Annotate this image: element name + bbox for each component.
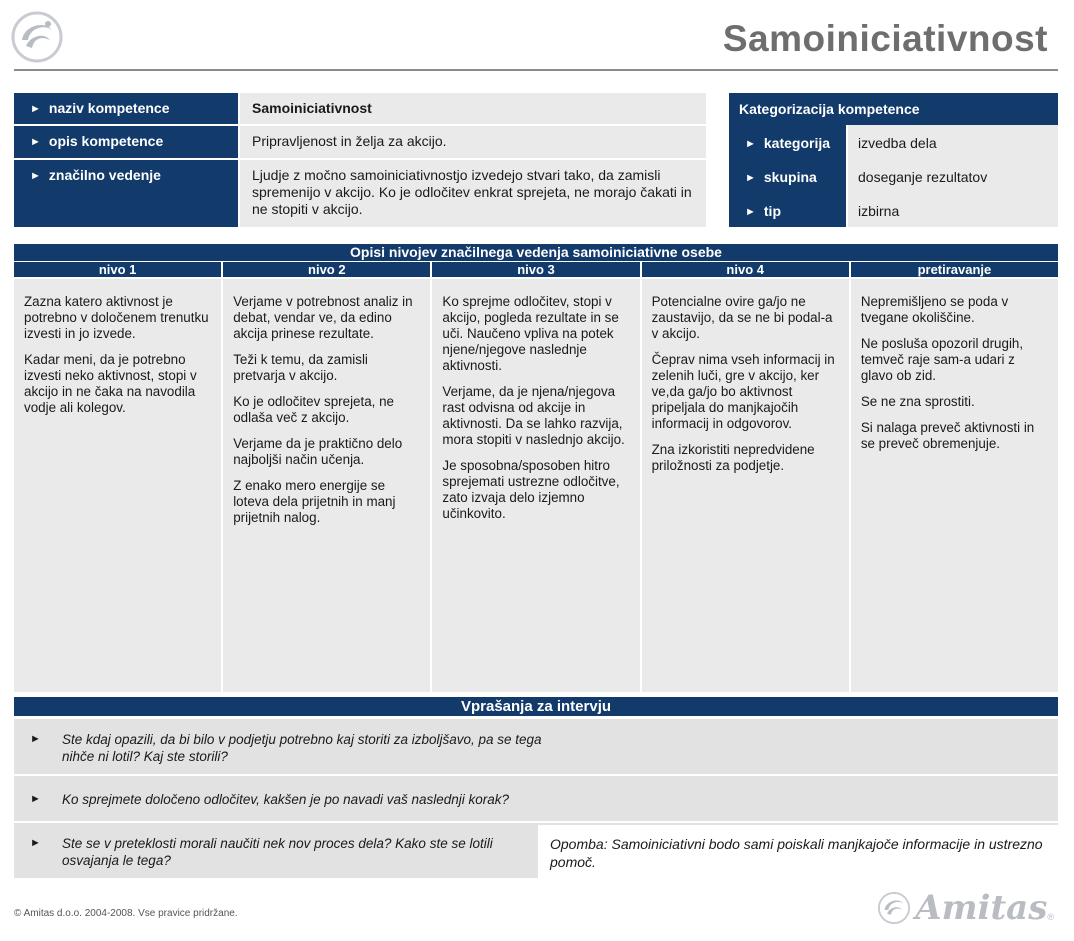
competence-value: Ljudje z močno samoiniciativnostjo izvedejo stvari tako, da zamisli spremenijo v akcijo. Ko je odločitev enkrat sprejeta, ne morajo čakati in ne stopiti v akcijo. xyxy=(239,159,706,227)
copyright-text: © Amitas d.o.o. 2004-2008. Vse pravice pridržane. xyxy=(14,908,238,919)
level-header: nivo 1 xyxy=(14,262,221,277)
right-triangle-icon: ► xyxy=(30,136,41,148)
group-label xyxy=(729,159,846,193)
level-header: nivo 4 xyxy=(642,262,849,277)
type-label xyxy=(729,193,846,227)
level-paragraph: Nepremišljeno se poda v tvegane okoliščine. xyxy=(860,294,1009,325)
amitas-swirl-logo xyxy=(10,10,64,64)
competence-value xyxy=(239,93,706,125)
level-column xyxy=(851,262,1058,692)
level-body xyxy=(223,279,430,692)
competence-label-text: značilno vedenje xyxy=(48,167,161,183)
level-header: pretiravanje xyxy=(851,262,1058,277)
level-paragraph: Je sposobna/sposoben hitro sprejemati ustrezne odločitve, zato izvaja delo izjemno učinkovito. xyxy=(442,458,620,521)
level-paragraph: Zazna katero aktivnost je potrebno v določenem trenutku izvesti in jo izvede. xyxy=(24,294,209,341)
category-label xyxy=(729,125,846,159)
interview-question-row xyxy=(14,719,1058,774)
amitas-logo xyxy=(877,888,1054,928)
category-value: izvedba dela xyxy=(858,135,937,151)
level-header: nivo 2 xyxy=(223,262,430,277)
group-label-text: skupina xyxy=(763,169,817,185)
group-value: doseganje rezultatov xyxy=(858,169,988,185)
level-paragraph: Čeprav nima vseh informacij in zelenih luči, gre v akcijo, ker ve,da ga/jo bo aktivnost pripeljala do manjkajočih informacij in odgovorov. xyxy=(651,352,835,431)
level-paragraph: Ko sprejme odločitev, stopi v akcijo, pogleda rezultate in se uči. Naučeno vpliva na potek njene/njegove naslednje aktivnosti. xyxy=(442,294,619,373)
page-title: Samoiniciativnost xyxy=(722,18,1048,59)
levels-title: Opisi nivojev značilnega vedenja samoiniciativne osebe xyxy=(14,244,1058,261)
categorization-box xyxy=(729,93,1058,227)
competence-label xyxy=(14,125,239,159)
level-column xyxy=(642,262,849,692)
level-body xyxy=(14,279,221,692)
level-paragraph: Verjame v potrebnost analiz in debat, vendar ve, da edino akcija prinese rezultate. xyxy=(233,294,413,341)
level-paragraph: Teži k temu, da zamisli pretvarja v akcijo. xyxy=(233,352,368,383)
competence-row xyxy=(14,159,706,227)
level-header: nivo 3 xyxy=(432,262,639,277)
right-triangle-icon: ► xyxy=(745,172,756,184)
competence-row xyxy=(14,93,706,125)
categorization-title: Kategorizacija kompetence xyxy=(729,93,1058,125)
level-paragraph: Potencialne ovire ga/jo ne zaustavijo, da se ne bi podal-a v akcijo. xyxy=(651,294,833,341)
title-divider xyxy=(14,69,1058,71)
level-paragraph: Verjame, da je njena/njegova rast odvisna od akcije in aktivnosti. Da se lahko razvija, mora stopiti v naslednjo akcijo. xyxy=(442,384,625,447)
competence-name: Samoiniciativnost xyxy=(252,100,372,116)
competence-label-text: naziv kompetence xyxy=(48,100,170,116)
level-paragraph: Zna izkoristiti nepredvidene priložnosti za podjetje. xyxy=(651,442,815,473)
level-column xyxy=(14,262,221,692)
level-paragraph: Si nalaga preveč aktivnosti in se preveč obremenjuje. xyxy=(860,420,1035,451)
category-label-text: kategorija xyxy=(763,135,831,151)
right-triangle-icon: ► xyxy=(30,837,41,849)
type-label-text: tip xyxy=(763,203,781,219)
right-triangle-icon: ► xyxy=(745,138,756,150)
brand-name: Amitas xyxy=(915,888,1048,928)
competence-label xyxy=(14,159,239,227)
levels-columns xyxy=(14,262,1058,692)
competence-label xyxy=(14,93,239,125)
interview-question: Ste se v preteklosti morali naučiti nek nov proces dela? Kako ste se lotili osvajanja le tega? xyxy=(62,836,493,868)
level-body xyxy=(851,279,1058,692)
level-paragraph: Z enako mero energije se loteva dela prijetnih in manj prijetnih nalog. xyxy=(233,478,396,525)
amitas-swirl-logo xyxy=(877,891,911,925)
right-triangle-icon: ► xyxy=(30,103,41,115)
level-paragraph: Kadar meni, da je potrebno izvesti neko aktivnost, stopi v akcijo in ne čaka na navodila vodje ali kolegov. xyxy=(24,352,197,415)
level-paragraph: Verjame da je praktično delo najboljši način učenja. xyxy=(233,436,403,467)
registered-mark: ® xyxy=(1047,912,1054,922)
level-column xyxy=(223,262,430,692)
level-body xyxy=(642,279,849,692)
right-triangle-icon: ► xyxy=(30,733,41,745)
right-triangle-icon: ► xyxy=(30,793,41,805)
competence-value: Pripravljenost in želja za akcijo. xyxy=(239,125,706,159)
right-triangle-icon: ► xyxy=(30,170,41,182)
right-triangle-icon: ► xyxy=(745,206,756,218)
competence-label-text: opis kompetence xyxy=(48,133,164,149)
interview-question: Ko sprejmete določeno odločitev, kakšen je po navadi vaš naslednji korak? xyxy=(62,792,510,807)
level-body xyxy=(432,279,639,692)
interview-question-row xyxy=(14,776,1058,821)
interview-title: Vprašanja za intervju xyxy=(14,697,1058,716)
level-paragraph: Ko je odločitev sprejeta, ne odlaša več z akcijo. xyxy=(233,394,394,425)
competence-table xyxy=(14,93,706,227)
competence-row xyxy=(14,125,706,159)
level-column xyxy=(432,262,639,692)
level-paragraph: Ne posluša opozoril drugih, temveč raje sam-a udari z glavo ob zid. xyxy=(860,336,1024,383)
type-value: izbirna xyxy=(858,203,900,219)
level-paragraph: Se ne zna sprostiti. xyxy=(860,394,975,409)
interview-note: Opomba: Samoiniciativni bodo sami poiskali manjkajoče informacije in ustrezno pomoč. xyxy=(538,823,1058,878)
interview-question: Ste kdaj opazili, da bi bilo v podjetju potrebno kaj storiti za izboljšavo, pa se tega nihče ni lotil? Kaj ste storili? xyxy=(62,732,542,764)
